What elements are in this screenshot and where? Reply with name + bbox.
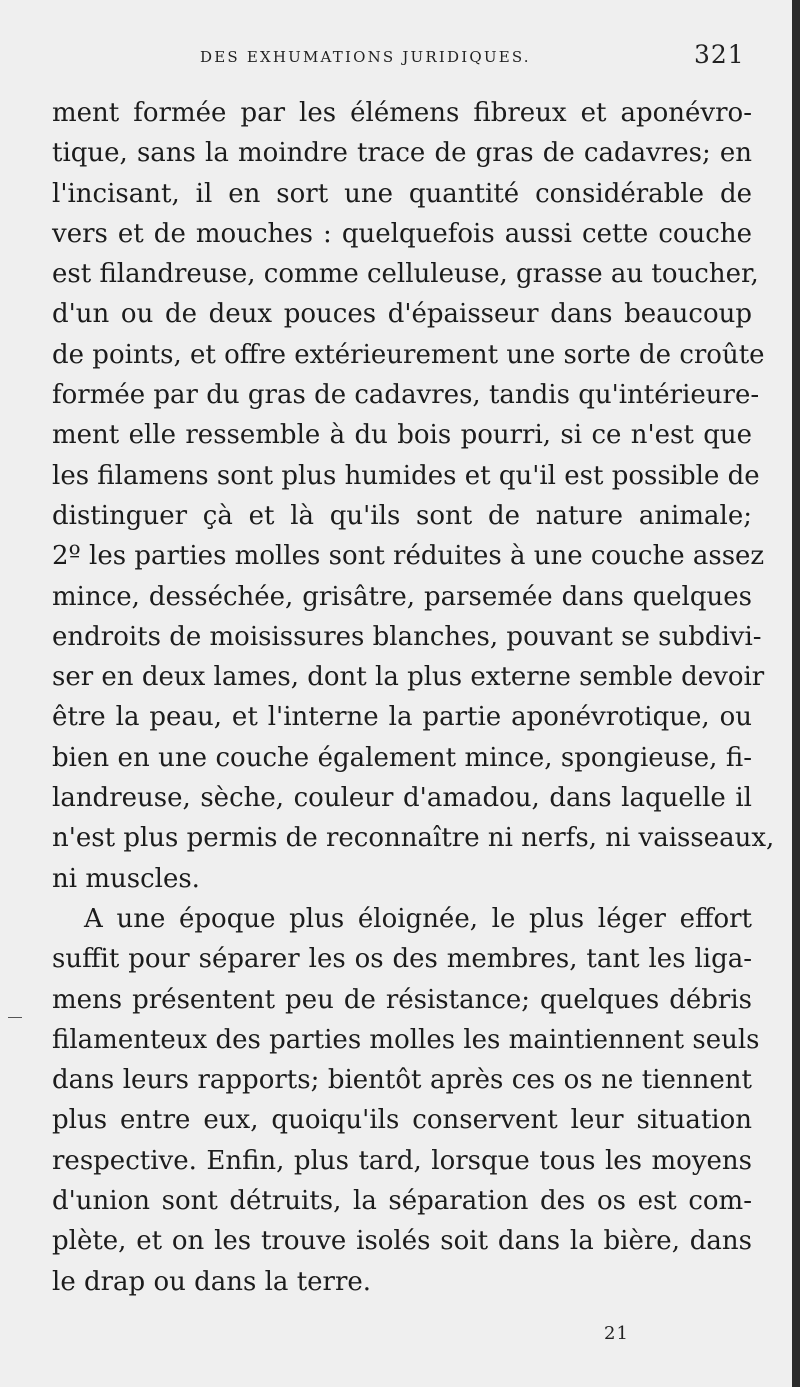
text-line: n'est plus permis de reconnaître ni nerfs, ni vaisseaux,	[52, 823, 775, 854]
text-line: vers et de mouches : quelquefois aussi cette couche	[52, 218, 752, 249]
text-line: formée par du gras de cadavres, tandis qu'intérieure-	[52, 380, 760, 411]
text-line: le drap ou dans la terre.	[52, 1266, 372, 1297]
body-text	[52, 93, 775, 1302]
text-line: les filamens sont plus humides et qu'il est possible de	[52, 460, 760, 491]
text-line: dans leurs rapports; bientôt après ces os ne tiennent	[52, 1065, 752, 1096]
text-line: 2º les parties molles sont réduites à une couche assez	[52, 541, 765, 572]
text-line: endroits de moisissures blanches, pouvant se subdivi-	[52, 621, 762, 652]
page-edge	[792, 0, 800, 1387]
text-line: bien en une couche également mince, spongieuse, fi-	[52, 742, 752, 773]
page-number: 321	[694, 40, 745, 69]
text-line: mens présentent peu de résistance; quelques débris	[52, 984, 752, 1015]
running-title: DES EXHUMATIONS JURIDIQUES.	[200, 48, 531, 66]
text-line: landreuse, sèche, couleur d'amadou, dans laquelle il	[52, 783, 752, 814]
text-line: respective. Enfin, plus tard, lorsque tous les moyens	[52, 1145, 752, 1176]
text-line: A une époque plus éloignée, le plus léger effort	[84, 903, 752, 934]
text-line: de points, et offre extérieurement une sorte de croûte	[52, 339, 765, 370]
text-line: plète, et on les trouve isolés soit dans la bière, dans	[52, 1226, 752, 1257]
text-line: suffit pour séparer les os des membres, tant les liga-	[52, 944, 752, 975]
text-line: être la peau, et l'interne la partie aponévrotique, ou	[52, 702, 752, 733]
text-line: mince, desséchée, grisâtre, parsemée dans quelques	[52, 581, 752, 612]
text-line: tique, sans la moindre trace de gras de cadavres; en	[52, 138, 752, 169]
text-line: ment formée par les élémens fibreux et aponévro-	[52, 98, 752, 128]
margin-mark	[8, 1017, 22, 1018]
signature-mark: 21	[604, 1323, 629, 1344]
text-line: d'union sont détruits, la séparation des os est com-	[52, 1186, 752, 1217]
text-line: est filandreuse, comme celluleuse, grasse au toucher,	[52, 259, 759, 290]
text-line: ser en deux lames, dont la plus externe semble devoir	[52, 662, 765, 693]
text-line: filamenteux des parties molles les maintiennent seuls	[52, 1024, 760, 1055]
text-line: plus entre eux, quoiqu'ils conservent leur situation	[52, 1105, 752, 1136]
text-line: d'un ou de deux pouces d'épaisseur dans beaucoup	[52, 299, 752, 330]
text-line: distinguer çà et là qu'ils sont de nature animale;	[52, 500, 752, 531]
text-line: l'incisant, il en sort une quantité considérable de	[52, 178, 752, 209]
text-line: ni muscles.	[52, 863, 200, 894]
text-line: ment elle ressemble à du bois pourri, si ce n'est que	[52, 420, 752, 451]
